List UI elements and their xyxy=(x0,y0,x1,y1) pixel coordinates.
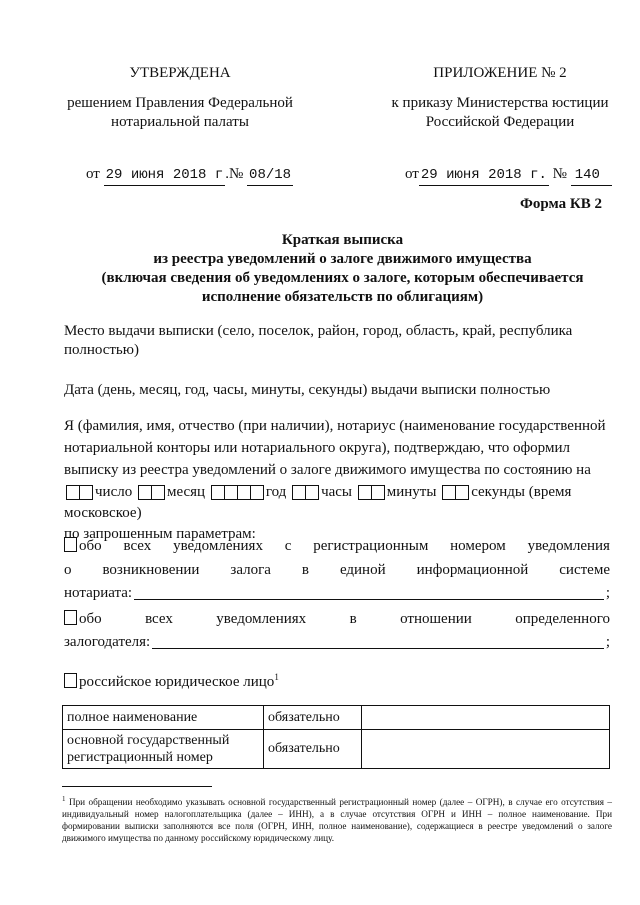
option2-word: в xyxy=(349,611,357,627)
right-header-title: ПРИЛОЖЕНИЕ № 2 xyxy=(433,65,567,81)
option1-word: всех xyxy=(123,538,152,554)
day-label: число xyxy=(95,484,133,500)
option2-end: ; xyxy=(605,634,610,650)
option2-pledgor-label: залогодателя: xyxy=(64,634,151,650)
legal-entity-label: российское юридическое лицо xyxy=(79,674,275,690)
legal-entity-table xyxy=(62,705,610,769)
option1-end: ; xyxy=(605,585,610,601)
right-header-line2: Российской Федерации xyxy=(425,114,575,130)
month-label: месяц xyxy=(166,484,206,500)
right-header-line1: к приказу Министерства юстиции xyxy=(391,95,609,111)
option-by-pledgor xyxy=(64,610,610,652)
month-boxes[interactable] xyxy=(138,485,165,504)
right-header xyxy=(380,64,620,132)
option1-line2-word: в xyxy=(301,562,309,578)
left-number: 08/18 xyxy=(247,166,293,186)
left-header-title: УТВЕРЖДЕНА xyxy=(129,65,231,81)
params-label: по запрошенным параметрам: xyxy=(64,526,256,542)
left-date: 29 июня 2018 г xyxy=(104,166,226,186)
footnote-mark: 1 xyxy=(62,795,66,803)
right-date-prefix: от xyxy=(405,166,419,182)
option1-line2-word: о xyxy=(64,562,72,578)
notary-line3: выписку из реестра уведомлений о залоге движимого имущества по состоянию на xyxy=(64,462,591,478)
left-header-line2: нотариальной палаты xyxy=(111,114,249,130)
registration-number-field[interactable] xyxy=(134,584,604,600)
right-date: 29 июня 2018 г. xyxy=(419,166,549,186)
legal-entity-footnote-mark: 1 xyxy=(274,672,279,682)
pledgor-field[interactable] xyxy=(152,633,604,649)
notary-line5: московское) xyxy=(64,505,142,521)
right-num-sign: № xyxy=(552,166,567,182)
notary-line2: нотариальной конторы или нотариального округа), подтверждаю, что оформил xyxy=(64,440,570,456)
option1-checkbox[interactable] xyxy=(64,537,77,552)
left-header-date xyxy=(86,165,293,186)
title-line2: из реестра уведомлений о залоге движимого имущества xyxy=(153,251,532,267)
option1-line2-word: единой xyxy=(339,562,386,578)
footnote-text: При обращении необходимо указывать основной государственный регистрационный номер (далее – ОГРН), в случае его отсутствия – индивидуальный номер налогоплательщика (далее – ИНН), а в случае отсутствия ОГРН и ИНН – полное наименование. При формировании выписки заполняются все поля (ОГРН, ИНН, полное наименование), содержащиеся в реестре уведомлений о залоге движимого имущества по данному российскому юридическому лицу. xyxy=(62,797,613,844)
right-number: 140 xyxy=(571,166,612,186)
day-boxes[interactable] xyxy=(66,485,93,504)
document-title xyxy=(60,231,625,307)
row-value-cell[interactable] xyxy=(362,706,610,730)
place-line2: полностью) xyxy=(64,342,139,358)
date-of-issue: Дата (день, месяц, год, часы, минуты, секунды) выдачи выписки полностью xyxy=(64,382,551,398)
row-name: основной государственный регистрационный номер xyxy=(63,730,264,769)
option1-notary-label: нотариата: xyxy=(64,585,133,601)
option2-word: определенного xyxy=(515,611,610,627)
option1-word: регистрационным xyxy=(313,538,429,554)
left-num-sign: .№ xyxy=(225,166,244,182)
row-name: полное наименование xyxy=(63,706,264,730)
option1-line2-word: информационной xyxy=(416,562,529,578)
option2-word: отношении xyxy=(400,611,472,627)
form-code: Форма КВ 2 xyxy=(520,196,602,212)
table-row xyxy=(63,706,610,730)
footnote xyxy=(62,793,612,844)
row-value-cell[interactable] xyxy=(362,730,610,769)
title-line4: исполнение обязательств по облигациям) xyxy=(201,289,484,305)
option1-word: номером xyxy=(450,538,506,554)
right-header-date xyxy=(405,165,612,186)
option-by-registration-number xyxy=(64,537,610,603)
option1-word: уведомления xyxy=(527,538,610,554)
option2-word: уведомлениях xyxy=(216,611,307,627)
option1-line2-word: возникновении xyxy=(102,562,200,578)
option2-checkbox[interactable] xyxy=(64,610,77,625)
notary-paragraph xyxy=(64,417,612,544)
minutes-boxes[interactable] xyxy=(358,485,385,504)
option1-line2-word: залога xyxy=(230,562,271,578)
notary-line1: Я (фамилия, имя, отчество (при наличии), нотариус (наименование государственной xyxy=(64,418,606,434)
option1-word: с xyxy=(284,538,292,554)
year-boxes[interactable] xyxy=(211,485,264,504)
legal-entity-checkbox[interactable] xyxy=(64,673,77,688)
table-row xyxy=(63,730,610,769)
place-line1: Место выдачи выписки (село, поселок, район, город, область, край, республика xyxy=(64,323,573,339)
legal-entity-option xyxy=(64,668,279,692)
row-requirement: обязательно xyxy=(264,706,362,730)
left-date-prefix: от xyxy=(86,166,100,182)
title-line1: Краткая выписка xyxy=(281,232,404,248)
as-of-datetime-row xyxy=(64,483,612,504)
left-header-line1: решением Правления Федеральной xyxy=(67,95,293,111)
minutes-label: минуты xyxy=(386,484,437,500)
footnote-separator xyxy=(62,786,212,787)
hours-label: часы xyxy=(321,484,352,500)
seconds-boxes[interactable] xyxy=(442,485,469,504)
option1-word: уведомлениях xyxy=(173,538,263,554)
option1-word: обо xyxy=(64,537,102,556)
seconds-label: секунды (время xyxy=(471,484,572,500)
year-label: год xyxy=(265,484,287,500)
option2-word: всех xyxy=(145,611,173,627)
option1-line2-word: системе xyxy=(559,562,610,578)
place-of-issue xyxy=(64,322,612,360)
left-header xyxy=(60,64,300,132)
title-line3: (включая сведения об уведомлениях о залоге, которым обеспечивается xyxy=(101,270,584,286)
row-requirement: обязательно xyxy=(264,730,362,769)
option2-word: обо xyxy=(64,610,102,629)
hours-boxes[interactable] xyxy=(292,485,319,504)
